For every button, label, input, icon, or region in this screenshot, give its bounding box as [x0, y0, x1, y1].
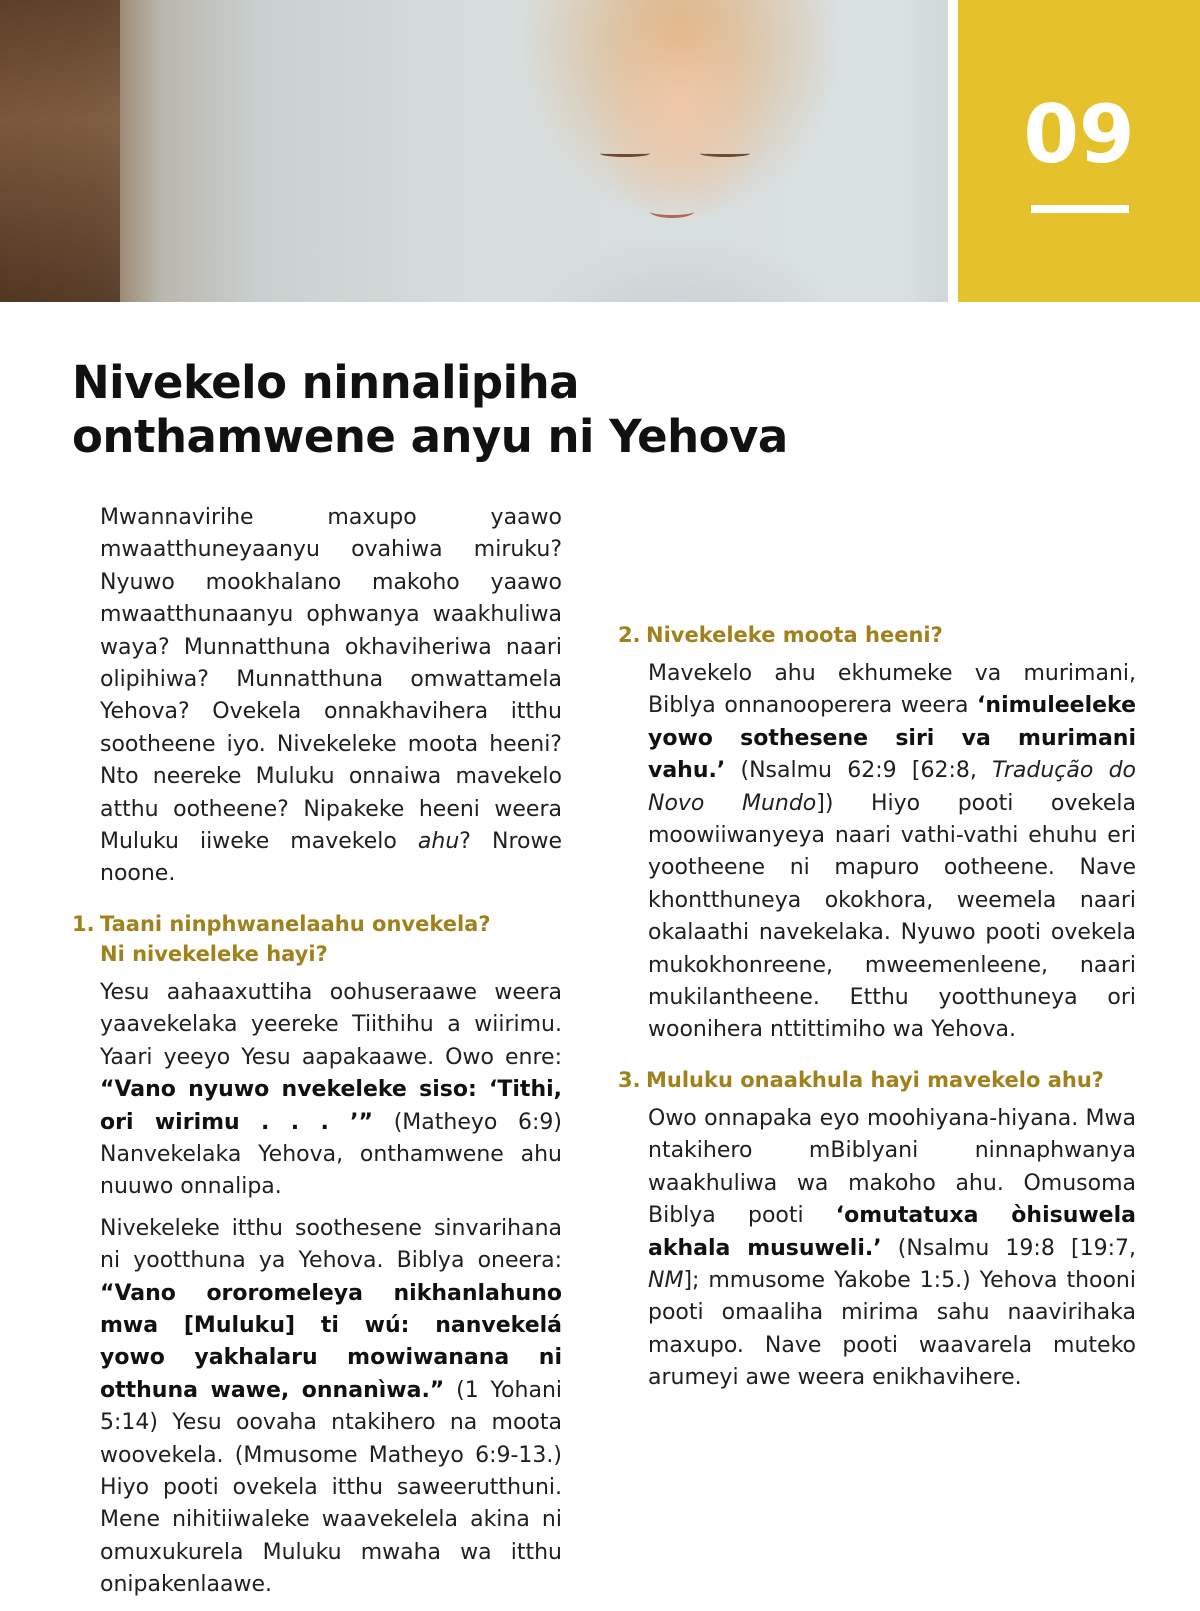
- section-1-heading-line-1: Taani ninphwanelaahu onvekela?: [100, 911, 491, 936]
- title-line-2: onthamwene anyu ni Yehova: [72, 410, 788, 463]
- section-2-heading: [618, 620, 1136, 650]
- closed-eye-left: [600, 150, 650, 157]
- closed-eye-right: [700, 150, 750, 157]
- header-photo: [0, 0, 948, 302]
- s2p1-quote: ‘nimuleeleke yowo sothesene siri va murimani vahu.’: [648, 693, 1136, 784]
- right-column: [618, 502, 1136, 1404]
- s3p1-text-a: Owo onnapaka eyo moohiyana-hiyana. Mwa ntakihero mBiblyani ninnaphwanya waakhuliwa wa makoho ahu. Omusoma Biblya pooti: [648, 1105, 1136, 1229]
- s2p1-italic: Tradução do Novo Mundo: [648, 758, 1137, 816]
- s2p1-text-a: Mavekelo ahu ekhumeke va murimani, Biblya onnanooperera weera: [648, 661, 1136, 719]
- s2p1-text-e: ]) Hiyo pooti ovekela moowiiwanyeya naari vathi-vathi ehuhu eri yootheene ni mapuro ootheene. Nave khontthuneya okokhora, weemela naari okalaathi navekelaka. Nyuwo pooti ovekela mukokhonreene, mweemenleene, naari mukilantheene. Etthu yootthuneya ori woonihera nttittimiho wa Yehova.: [648, 790, 1136, 1043]
- section-1-paragraph-2: [72, 1213, 562, 1602]
- lesson-number-underline: [1031, 205, 1129, 213]
- s1p1-quote: “Vano nyuwo nvekeleke siso: ‘Tithi, ori wirimu . . . ’”: [100, 1077, 562, 1135]
- s3p1-text-c: (Nsalmu 19:8 [19:7,: [881, 1235, 1136, 1261]
- s3p1-quote: ‘omutatuxa òhisuwela akhala musuweli.’: [648, 1203, 1136, 1261]
- s1p2-quote: “Vano ororomeleya nikhanlahuno mwa [Muluku] ti wú: nanvekelá yowo yakhalaru mowiwanana ni otthuna wawe, onnanìwa.”: [100, 1280, 562, 1403]
- intro-text-3: ? Nrowe noone.: [100, 829, 562, 887]
- s1p1-text-c: (Matheyo 6:9) Nanvekelaka Yehova, onthamwene ahu nuuwo onnalipa.: [100, 1109, 563, 1200]
- section-1-paragraph-1: [72, 977, 562, 1204]
- section-2-number: 2.: [618, 623, 641, 647]
- section-3-paragraph: [618, 1103, 1136, 1395]
- smile: [650, 205, 694, 218]
- section-1-heading: [72, 909, 562, 969]
- intro-text-1: Mwannavirihe maxupo yaawo mwaatthuneyaanyu ovahiwa miruku? Nyuwo mookhalano makoho yaawo mwaatthunaanyu ophwanya waakhuliwa waya? Munnatthuna okhaviheriwa naari olipihiwa? Munnatthuna omwattamela Yehova? Ovekela onnakhavihera itthu sootheene iyo. Nivekeleke moota heeni? Nto neereke Muluku onnaiwa mavekelo atthu ootheene? Nipakeke heeni weera Muluku iiweke mavekelo: [100, 505, 562, 855]
- section-3-number: 3.: [618, 1067, 641, 1092]
- page-title: [72, 356, 788, 464]
- section-3-heading-text: Muluku onaakhula hayi mavekelo ahu?: [646, 1067, 1104, 1092]
- s1p1-text-a: Yesu aahaaxuttiha oohuseraawe weera yaavekelaka yeereke Tiithihu a wiirimu. Yaari yeeyo Yesu aapakaawe. Owo enre:: [100, 979, 562, 1070]
- lesson-number: 09: [1023, 88, 1135, 181]
- section-1-heading-line-2: Ni nivekeleke hayi?: [100, 941, 328, 966]
- s3p1-italic: NM: [648, 1267, 684, 1293]
- section-2-paragraph: [618, 658, 1136, 1047]
- bookshelf-background: [0, 0, 120, 302]
- s1p2-text-c: (1 Yohani 5:14) Yesu oovaha ntakihero na moota woovekela. (Mmusome Matheyo 6:9-13.) Hiyo pooti ovekela itthu saweerutthuni. Mene nihitiiwaleke waavekelela akina ni omuxukurela Muluku mwaha wa itthu onipakenlaawe.: [100, 1377, 562, 1598]
- s2p1-text-c: (Nsalmu 62:9 [62:8,: [725, 758, 993, 784]
- intro-italic: ahu: [417, 829, 460, 855]
- section-1-number: 1.: [72, 911, 95, 936]
- section-2-heading-text: Nivekeleke moota heeni?: [646, 623, 943, 647]
- title-line-1: Nivekelo ninnalipiha: [72, 356, 579, 409]
- s1p2-text-a: Nivekeleke itthu soothesene sinvarihana ni yootthuna ya Yehova. Biblya oneera:: [100, 1215, 562, 1274]
- s3p1-text-e: ]; mmusome Yakobe 1:5.) Yehova thooni pooti omaaliha mirima sahu naavirihaka maxupo. Nave pooti waavarela muteko arumeyi awe weera enikhavihere.: [648, 1267, 1136, 1391]
- left-column: [72, 502, 562, 1611]
- lesson-number-tab: [958, 0, 1200, 302]
- section-3-heading: [618, 1065, 1136, 1095]
- intro-paragraph: [72, 502, 562, 891]
